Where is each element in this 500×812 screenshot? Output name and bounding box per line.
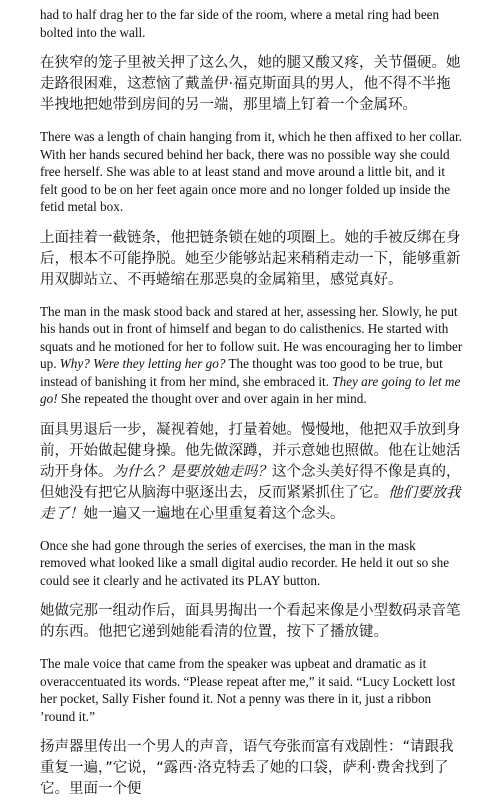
italic-thought: 为什么？是要放她走吗？ — [112, 463, 272, 480]
paragraph-en-5 — [40, 655, 465, 725]
paragraph-en-4 — [40, 537, 465, 590]
paragraph-zh-4 — [40, 601, 465, 643]
paragraph-zh-1 — [40, 53, 465, 116]
text-segment: 扬声器里传出一个男人的声音，语气夸张而富有戏剧性：“请跟我重复一遍，”它说，“露西·洛克特丢了她的口袋，萨利·费舍找到了它。里面一个便 — [40, 739, 454, 797]
paragraph-zh-3 — [40, 420, 465, 525]
text-segment: Once she had gone through the series of exercises, the man in the mask removed what looked like a small digital audio recorder. He held it out so she could see it clearly and he activated its PLAY button. — [40, 537, 450, 588]
text-segment: The male voice that came from the speaker was upbeat and dramatic as it overaccentuated its words. “Please repeat after me,” it said. “Lucy Lockett lost her pocket, Sally Fisher found it. Not a penny was there in it, just a ribbon ’round it.” — [40, 656, 456, 724]
text-segment: 面具男退后一步，凝视着她，打量着她。慢慢地，他把双手放到身前，开始做起健身操。他先做深蹲，并示意她也照做。他在让她活动开身体。 — [40, 421, 461, 480]
text-segment: had to half drag her to the far side of the room, where a metal ring had been bolted into the wall. — [40, 7, 440, 40]
paragraph-en-1 — [40, 6, 465, 41]
italic-thought: Why? Were they letting her go? — [59, 356, 226, 371]
text-segment: 她做完那一组动作后，面具男掏出一个看起来像是小型数码录音笔的东西。他把它递到她能看清的位置，按下了播放键。 — [40, 603, 461, 640]
text-segment: 在狭窄的笼子里被关押了这么久，她的腿又酸又疼，关节僵硬。她走路很困难，这惹恼了戴盖伊·福克斯面具的男人，他不得不半拖半拽地把她带到房间的另一端，那里墙上钉着一个金属环。 — [40, 55, 461, 113]
italic-thought: 他们要放我走了！ — [40, 484, 461, 522]
paragraph-en-3 — [40, 303, 465, 408]
document-page — [40, 6, 465, 812]
paragraph-en-2 — [40, 128, 465, 216]
text-segment: She repeated the thought over and over again in her mind. — [57, 391, 367, 406]
text-segment: The thought was too good to be true, but instead of banishing it from her mind, she embraced it. — [40, 356, 443, 389]
text-segment: 上面挂着一截链条，他把链条锁在她的项圈上。她的手被反绑在身后，根本不可能挣脱。她至少能够站起来稍稍走动一下，能够重新用双脚站立、不再蜷缩在那恶臭的金属箱里，感觉真好。 — [40, 229, 461, 288]
text-segment: The man in the mask stood back and stared at her, assessing her. Slowly, he put his hands out in front of himself and began to do calisthenics. He started with squats and he motioned for her to follow suit. He was encouraging her to limber up. — [40, 303, 463, 371]
text-segment: 她一遍又一遍地在心里重复着这个念头。 — [83, 505, 345, 522]
text-segment: There was a length of chain hanging from it, which he then affixed to her collar. With her hands secured behind her back, there was no possible way she could free herself. She was able to at least stand and move around a little bit, and it felt good to be on her feet again once more and no longer folded up inside the fetid metal box. — [40, 129, 462, 214]
italic-thought: They are going to let me go! — [40, 373, 461, 406]
paragraph-zh-5 — [40, 737, 465, 800]
text-segment: 这个念头美好得不像是真的，但她没有把它从脑海中驱逐出去，反而紧紧抓住了它。 — [40, 463, 461, 501]
paragraph-zh-2 — [40, 228, 465, 291]
